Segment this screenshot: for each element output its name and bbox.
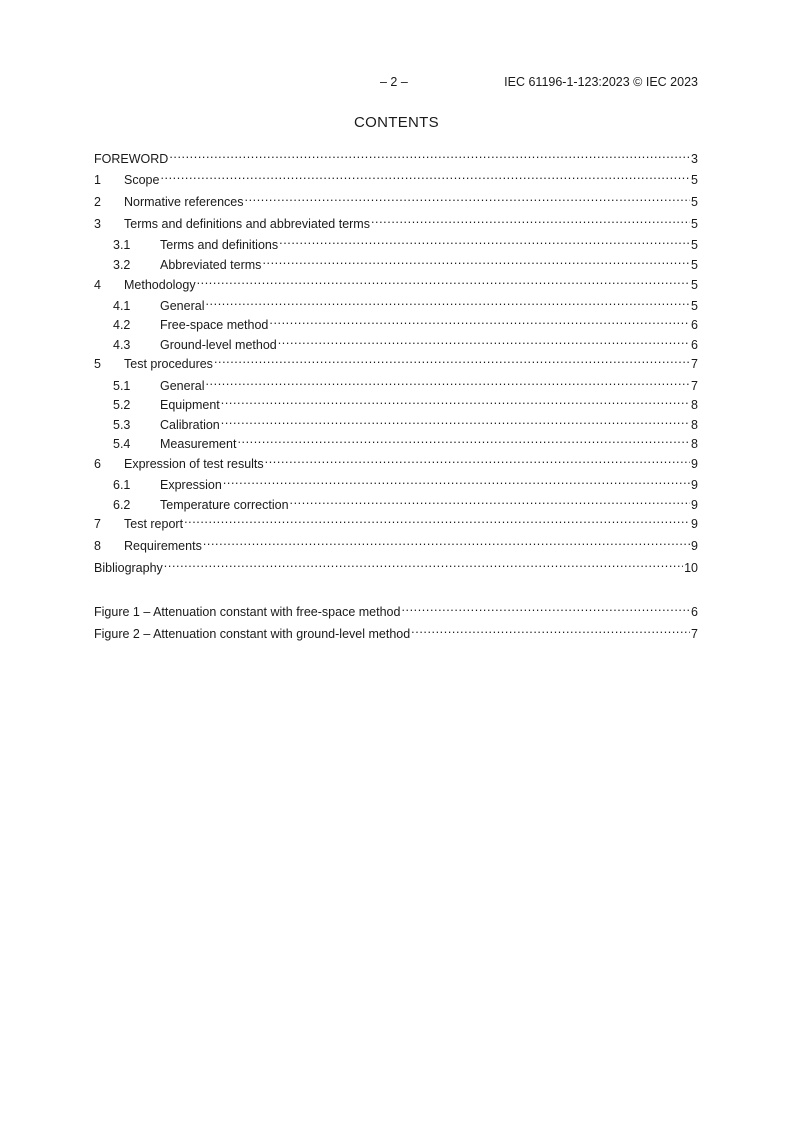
toc-page: 5 (691, 258, 698, 272)
toc-label: FOREWORD (94, 152, 169, 166)
toc-number: 4.1 (113, 299, 131, 313)
toc-label: Methodology (124, 278, 196, 292)
toc-entry-figure-2[interactable] (94, 620, 698, 641)
toc-page: 10 (684, 561, 698, 575)
toc-leader (160, 166, 690, 184)
toc-entry-5-3[interactable] (113, 411, 698, 432)
toc-page: 9 (691, 457, 698, 471)
toc-page: 6 (691, 338, 698, 352)
document-reference: IEC 61196-1-123:2023 © IEC 2023 (504, 75, 698, 89)
toc-page: 9 (691, 517, 698, 531)
toc-leader (371, 210, 690, 228)
toc-label: Calibration (160, 418, 220, 432)
toc-leader (245, 188, 691, 206)
toc-page: 5 (691, 299, 698, 313)
toc-entry-bibliography[interactable] (94, 554, 698, 575)
toc-page: 5 (691, 217, 698, 231)
toc-entry-6-2[interactable] (113, 491, 698, 512)
toc-number: 6.1 (113, 478, 131, 492)
toc-entry-3-1[interactable] (113, 231, 698, 252)
toc-number: 5.3 (113, 418, 131, 432)
toc-label: Temperature correction (160, 498, 289, 512)
toc-label: Terms and definitions and abbreviated terms (124, 217, 370, 231)
toc-page: 5 (691, 238, 698, 252)
toc-label: Terms and definitions (160, 238, 279, 252)
toc-leader (184, 510, 690, 528)
toc-entry-5-4[interactable] (113, 430, 698, 451)
toc-label: Measurement (160, 437, 237, 451)
toc-page: 8 (691, 437, 698, 451)
toc-leader (221, 391, 690, 409)
toc-page: 8 (691, 418, 698, 432)
toc-entry-4[interactable] (94, 271, 698, 292)
toc-leader (221, 411, 690, 429)
toc-label: Equipment (160, 398, 220, 412)
toc-leader (164, 554, 683, 572)
toc-leader (197, 271, 690, 289)
toc-label: Normative references (124, 195, 244, 209)
toc-number: 6 (94, 457, 101, 471)
toc-page: 3 (691, 152, 698, 166)
toc-label: Figure 1 – Attenuation constant with free-space method (94, 605, 401, 619)
toc-number: 4.3 (113, 338, 131, 352)
toc-entry-figure-1[interactable] (94, 598, 698, 619)
toc-number: 3.2 (113, 258, 131, 272)
toc-leader (290, 491, 691, 509)
toc-number: 4.2 (113, 318, 131, 332)
toc-label: Requirements (124, 539, 202, 553)
toc-leader (401, 598, 690, 616)
toc-label: Ground-level method (160, 338, 277, 352)
toc-entry-6[interactable] (94, 450, 698, 471)
toc-page: 8 (691, 398, 698, 412)
toc-label: Expression of test results (124, 457, 264, 471)
toc-label: Figure 2 – Attenuation constant with ground-level method (94, 627, 411, 641)
toc-leader (223, 471, 690, 489)
toc-entry-4-3[interactable] (113, 331, 698, 352)
toc-leader (169, 145, 690, 163)
toc-label: Bibliography (94, 561, 163, 575)
toc-page: 6 (691, 605, 698, 619)
toc-leader (265, 450, 690, 468)
toc-number: 5.1 (113, 379, 131, 393)
toc-leader (262, 251, 690, 269)
toc-leader (205, 372, 690, 390)
toc-number: 2 (94, 195, 101, 209)
toc-entry-3[interactable] (94, 210, 698, 231)
toc-leader (214, 350, 690, 368)
toc-number: 5.2 (113, 398, 131, 412)
page-title: CONTENTS (354, 114, 439, 131)
toc-leader (269, 311, 690, 329)
page-number: – 2 – (380, 75, 408, 89)
toc-label: Free-space method (160, 318, 269, 332)
toc-entry-7[interactable] (94, 510, 698, 531)
toc-page: 5 (691, 195, 698, 209)
toc-entry-1[interactable] (94, 166, 698, 187)
toc-number: 4 (94, 278, 101, 292)
toc-page: 9 (691, 498, 698, 512)
toc-number: 6.2 (113, 498, 131, 512)
toc-label: General (160, 299, 205, 313)
toc-entry-4-2[interactable] (113, 311, 698, 332)
toc-page: 7 (691, 379, 698, 393)
toc-leader (237, 430, 690, 448)
toc-leader (411, 620, 690, 638)
toc-entry-5-2[interactable] (113, 391, 698, 412)
toc-leader (205, 292, 690, 310)
toc-page: 5 (691, 278, 698, 292)
toc-number: 8 (94, 539, 101, 553)
toc-number: 3.1 (113, 238, 131, 252)
toc-number: 3 (94, 217, 101, 231)
toc-entry-5[interactable] (94, 350, 698, 371)
toc-entry-3-2[interactable] (113, 251, 698, 272)
page-header (94, 75, 698, 93)
toc-entry-2[interactable] (94, 188, 698, 209)
toc-number: 7 (94, 517, 101, 531)
toc-page: 5 (691, 173, 698, 187)
toc-label: General (160, 379, 205, 393)
toc-number: 1 (94, 173, 101, 187)
toc-label: Scope (124, 173, 160, 187)
toc-leader (278, 331, 690, 349)
toc-leader (203, 532, 690, 550)
toc-page: 9 (691, 478, 698, 492)
toc-entry-5-1[interactable] (113, 372, 698, 393)
toc-page: 6 (691, 318, 698, 332)
toc-leader (279, 231, 690, 249)
toc-page: 9 (691, 539, 698, 553)
toc-entry-6-1[interactable] (113, 471, 698, 492)
toc-label: Expression (160, 478, 222, 492)
toc-entry-foreword[interactable] (94, 145, 698, 166)
toc-page: 7 (691, 627, 698, 641)
toc-entry-4-1[interactable] (113, 292, 698, 313)
toc-label: Test procedures (124, 357, 213, 371)
toc-label: Test report (124, 517, 184, 531)
toc-label: Abbreviated terms (160, 258, 262, 272)
toc-number: 5.4 (113, 437, 131, 451)
toc-entry-8[interactable] (94, 532, 698, 553)
toc-number: 5 (94, 357, 101, 371)
toc-page: 7 (691, 357, 698, 371)
